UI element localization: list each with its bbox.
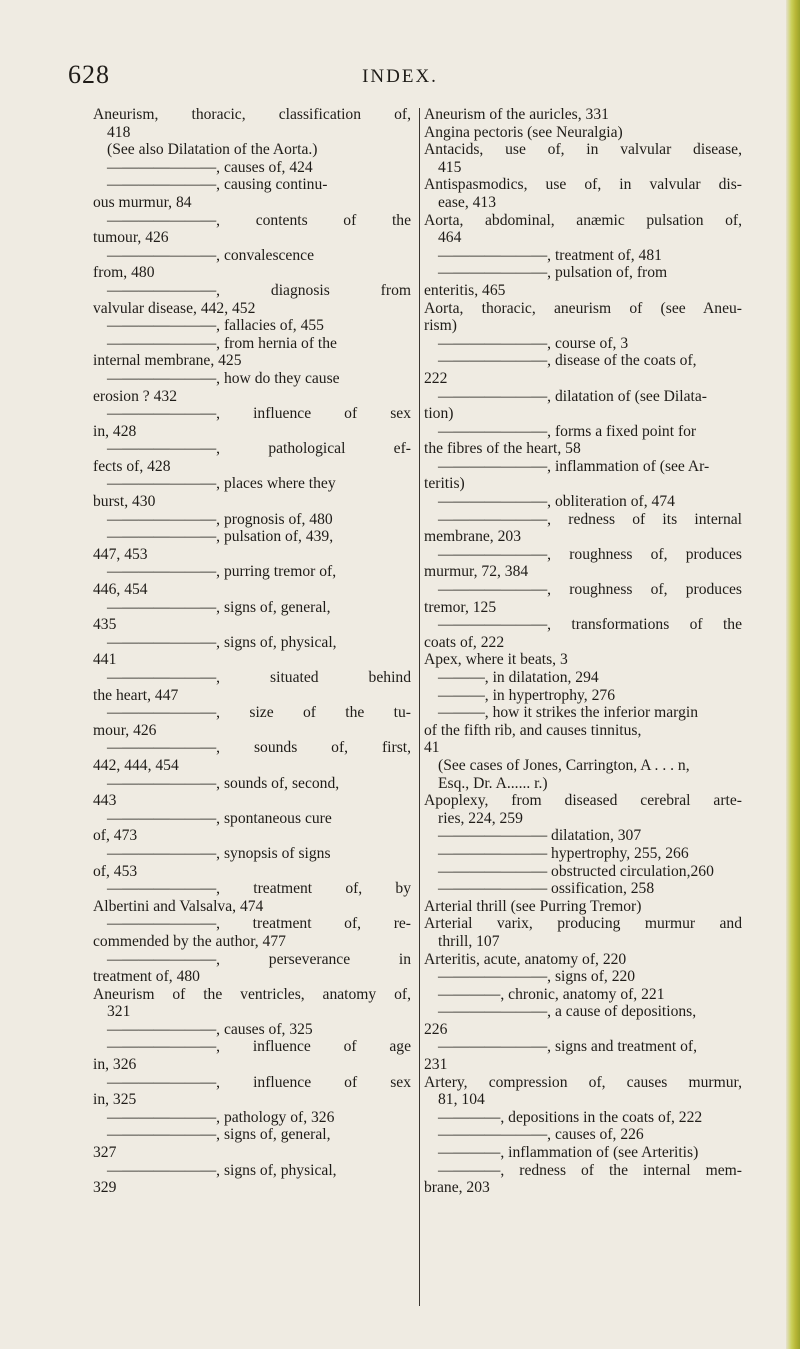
index-line: 81, 104 [438,1091,485,1109]
index-line: thrill, 107 [438,932,500,950]
index-line: Aneurism, thoracic, classification of, [93,106,411,123]
index-line: 443 [93,792,117,810]
index-line: 435 [93,616,117,634]
index-line: Antispasmodics, use of, in valvular dis- [424,176,742,194]
index-line: ———, how it strikes the inferior margin [438,704,698,722]
index-line: ————, depositions in the coats of, 222 [438,1108,703,1126]
index-line: 464 [438,229,462,247]
index-line: ———————, course of, 3 [438,334,629,352]
index-line: ———————, causes of, 226 [438,1126,644,1144]
index-line: 329 [93,1179,117,1197]
index-line: ——————— dilatation, 307 [438,827,642,845]
index-line: Artery, compression of, causes murmur, [424,1073,742,1091]
index-line: ———————, sounds of, first, [107,739,411,757]
index-line: ———————, fallacies of, 455 [107,317,324,335]
index-line: ———————, synopsis of signs [107,844,331,862]
index-line: ————, redness of the internal mem- [438,1161,742,1179]
index-line: of the fifth rib, and causes tinnitus, [424,721,642,739]
index-line: tumour, 426 [93,229,169,247]
index-line: ease, 413 [438,193,497,211]
index-line: Arteritis, acute, anatomy of, 220 [424,950,627,968]
index-line: tremor, 125 [424,598,497,616]
index-line: ———————, sounds of, second, [107,774,340,792]
index-line: ———————, obliteration of, 474 [438,493,675,511]
index-line: ———————, diagnosis from [107,281,411,299]
index-line: tion) [424,405,454,423]
index-line: teritis) [424,475,465,493]
index-line: ———————, spontaneous cure [107,809,332,827]
index-line: 321 [107,1003,131,1021]
index-line: ———————, size of the tu- [107,704,411,722]
index-line: erosion ? 432 [93,387,178,405]
index-line: mour, 426 [93,721,157,739]
index-line: ———————, prognosis of, 480 [107,510,333,528]
index-line: ———————, signs of, physical, [107,1161,337,1179]
index-line: ———————, treatment of, by [107,880,411,898]
index-line: Aneurism of the auricles, 331 [424,106,609,123]
index-line: ———————, pulsation of, 439, [107,528,334,546]
index-line: ———————, disease of the coats of, [438,352,697,370]
index-line: Apex, where it beats, 3 [424,651,568,669]
index-line: ————, chronic, anatomy of, 221 [438,985,665,1003]
index-line: 446, 454 [93,581,148,599]
index-line: 41 [424,739,440,757]
index-line: 231 [424,1056,448,1074]
page-header [0,60,800,100]
index-line: ———————, convalescence [107,246,314,264]
index-column-left [93,106,411,1197]
index-line: ———————, how do they cause [107,369,340,387]
index-line: in, 326 [93,1056,137,1074]
index-line: Aneurism of the ventricles, anatomy of, [93,985,411,1003]
index-line: of, 453 [93,862,138,880]
index-line: ———————, signs of, 220 [438,968,636,986]
index-line: valvular disease, 442, 452 [93,299,256,317]
index-line: ———————, pathological ef- [107,440,411,458]
index-line: ———————, transformations of the [438,616,742,634]
index-line: ———————, causing continu- [107,176,328,194]
index-line: ———————, influence of sex [107,1073,411,1091]
index-line: from, 480 [93,264,155,282]
index-line: ———————, signs of, general, [107,1126,331,1144]
index-line: rism) [424,317,457,335]
index-line: 415 [438,158,462,176]
index-column-right [424,106,742,1197]
index-line: commended by the author, 477 [93,932,286,950]
index-line: (See cases of Jones, Carrington, A . . . n, [438,756,690,774]
index-line: ———————, treatment of, re- [107,915,411,933]
index-line: ———————, signs of, general, [107,598,331,616]
index-line: ———————, forms a fixed point for [438,422,697,440]
index-line: ———————, purring tremor of, [107,563,337,581]
index-line: 418 [107,123,131,141]
index-line: ——————— hypertrophy, 255, 266 [438,844,689,862]
index-line: in, 325 [93,1091,137,1109]
index-line: Antacids, use of, in valvular disease, [424,141,742,159]
index-line: ———————, situated behind [107,669,411,686]
index-line: 442, 444, 454 [93,756,179,774]
index-line: ———————, redness of its internal [438,510,742,528]
index-line: ———, in hypertrophy, 276 [438,686,615,704]
index-line: ———————, influence of sex [107,405,411,423]
index-line: Apoplexy, from diseased cerebral arte- [424,792,742,810]
index-line: fects of, 428 [93,457,171,475]
index-line: ———————, roughness of, produces [438,581,742,599]
index-line: ——————— obstructed circulation,260 [438,862,714,880]
index-line: ———————, places where they [107,475,336,493]
index-line: ———————, from hernia of the [107,334,337,352]
index-line: of, 473 [93,827,138,845]
index-line: ———————, pulsation of, from [438,264,668,282]
column-divider [419,108,420,1306]
index-line: membrane, 203 [424,528,521,546]
index-line: Angina pectoris (see Neuralgia) [424,123,623,141]
index-line: ———————, signs and treatment of, [438,1038,697,1056]
index-line: 447, 453 [93,545,148,563]
index-line: the heart, 447 [93,686,179,704]
index-line: Arterial varix, producing murmur and [424,915,742,933]
index-line: ———————, perseverance in [107,950,411,968]
index-line: ———————, dilatation of (see Dilata- [438,387,707,405]
index-line: ries, 224, 259 [438,809,523,827]
index-line: ———————, causes of, 424 [107,158,313,176]
page-edge-gutter [786,0,800,1349]
index-line: Albertini and Valsalva, 474 [93,897,264,915]
index-line: the fibres of the heart, 58 [424,440,581,458]
index-line: 222 [424,369,448,387]
index-line: Aorta, thoracic, aneurism of (see Aneu- [424,299,742,317]
index-line: in, 428 [93,422,137,440]
index-line: ——————— ossification, 258 [438,880,655,898]
index-line: treatment of, 480 [93,968,200,986]
index-line: ———————, a cause of depositions, [438,1003,697,1021]
index-line: Esq., Dr. A...... r.) [438,774,548,792]
index-line: (See also Dilatation of the Aorta.) [107,141,318,159]
page-title: INDEX. [362,66,438,87]
index-line: internal membrane, 425 [93,352,242,370]
index-line: 441 [93,651,117,669]
index-line: ———————, contents of the [107,211,411,229]
index-line: burst, 430 [93,493,156,511]
index-line: ———, in dilatation, 294 [438,669,599,686]
index-line: 327 [93,1144,117,1162]
index-line: ————, inflammation of (see Arteritis) [438,1144,699,1162]
index-line: ———————, causes of, 325 [107,1020,313,1038]
index-line: ———————, inflammation of (see Ar- [438,457,710,475]
index-line: coats of, 222 [424,633,505,651]
index-line: Aorta, abdominal, anæmic pulsation of, [424,211,742,229]
index-line: ———————, signs of, physical, [107,633,337,651]
index-line: enteritis, 465 [424,281,506,299]
index-line: 226 [424,1020,448,1038]
index-line: murmur, 72, 384 [424,563,529,581]
index-line: ———————, roughness of, produces [438,545,742,563]
index-line: ———————, influence of age [107,1038,411,1056]
index-line: Arterial thrill (see Purring Tremor) [424,897,642,915]
index-line: ———————, pathology of, 326 [107,1108,335,1126]
index-line: ———————, treatment of, 481 [438,246,662,264]
index-line: ous murmur, 84 [93,193,192,211]
page-number: 628 [68,60,110,89]
index-line: brane, 203 [424,1179,490,1197]
